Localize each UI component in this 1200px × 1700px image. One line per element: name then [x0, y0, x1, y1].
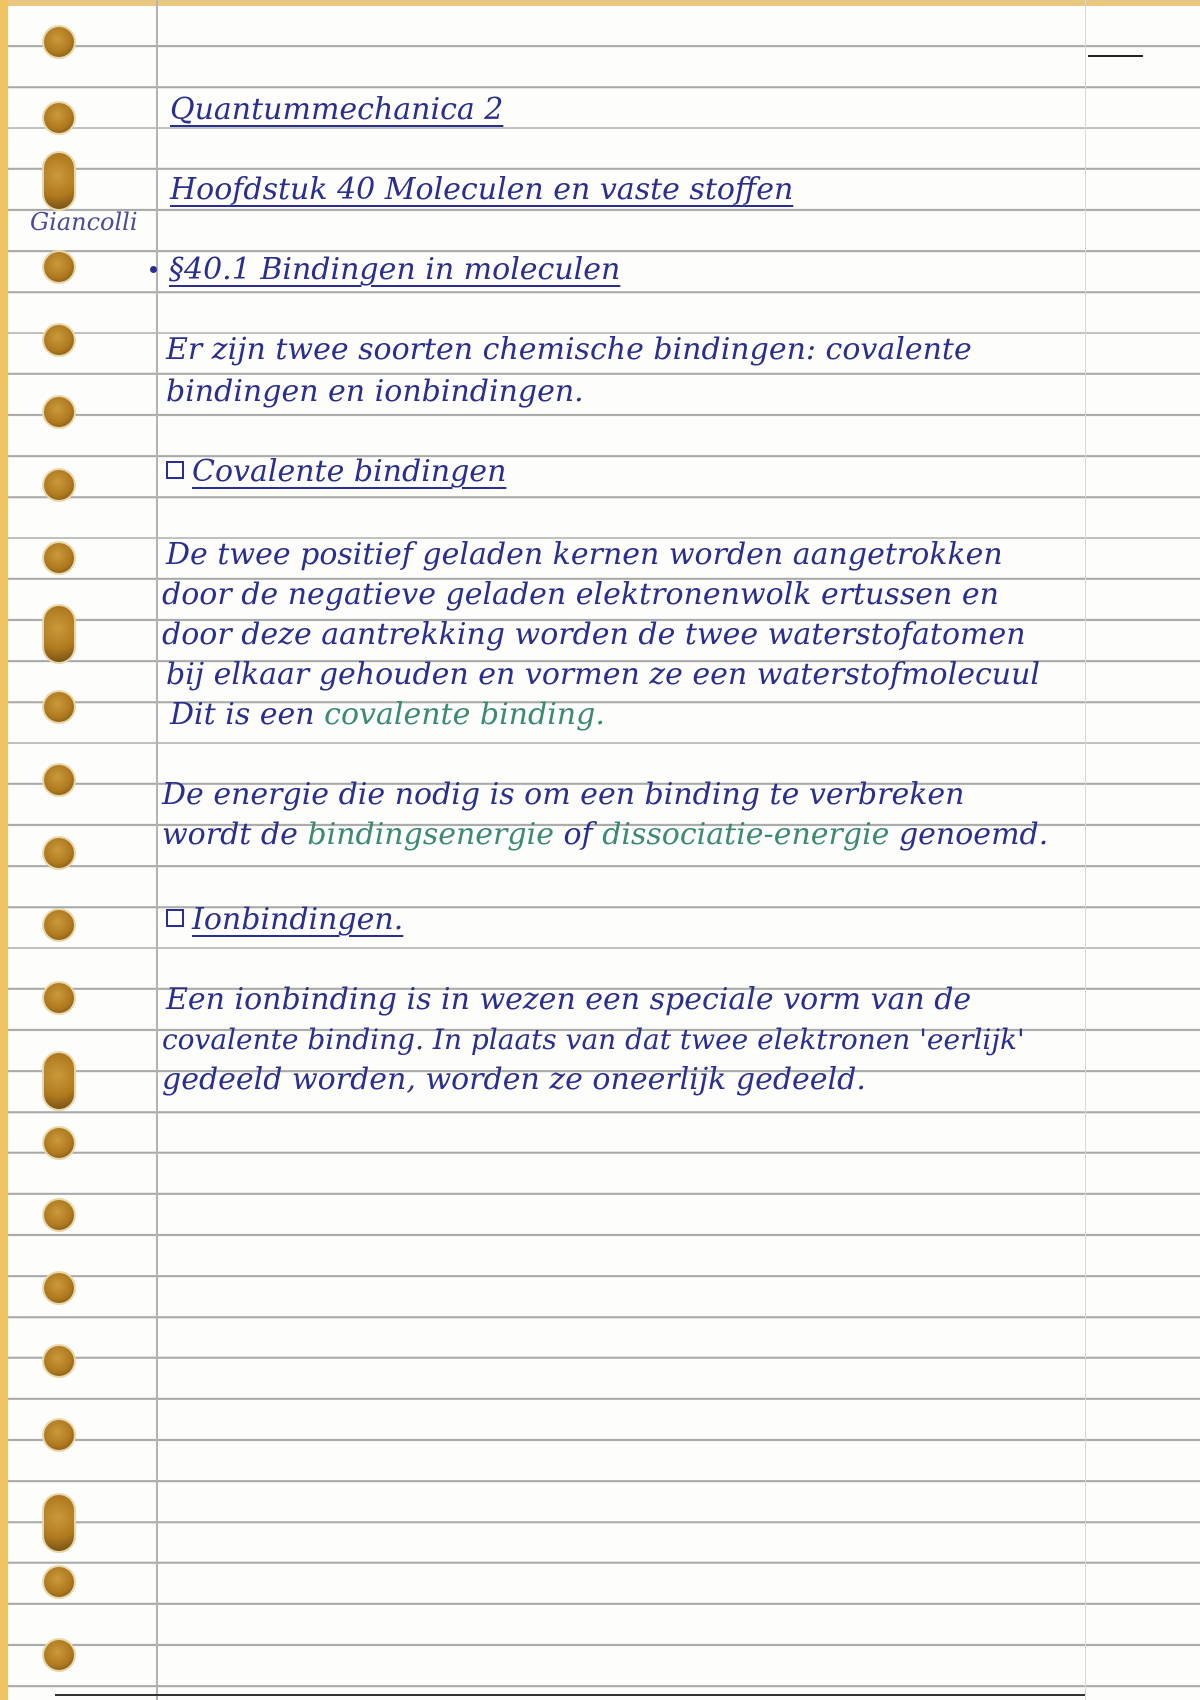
page-top-edge [0, 0, 1200, 6]
ionic-line: gedeeld worden, worden ze oneerlijk gedeeld. [162, 1062, 866, 1097]
binder-hole [44, 983, 74, 1013]
binder-hole [44, 1053, 74, 1109]
binder-hole [44, 397, 74, 427]
binder-hole [44, 765, 74, 795]
ionic-heading [166, 900, 403, 940]
ionic-line: covalente binding. In plaats van dat twee elektronen 'eerlijk' [162, 1023, 1025, 1056]
energy-suffix: genoemd. [898, 817, 1049, 852]
page-left-strip [0, 0, 8, 1700]
binder-hole [44, 1567, 74, 1597]
covalent-line: door de negatieve geladen elektronenwolk ertussen en [162, 577, 999, 612]
corner-dash [1088, 55, 1143, 57]
term-binding-energy: bindingsenergie [307, 817, 554, 852]
section-title: §40.1 Bindingen in moleculen [169, 252, 621, 287]
binder-hole [44, 470, 74, 500]
binder-hole [44, 910, 74, 940]
binder-hole [44, 692, 74, 722]
checkbox-icon [166, 909, 184, 927]
intro-line: Er zijn twee soorten chemische bindingen: covalente [166, 332, 972, 367]
bullet-dot [150, 266, 157, 273]
binder-hole [44, 1346, 74, 1376]
section-heading [150, 250, 620, 290]
binder-hole [44, 27, 74, 57]
covalent-line: door deze aantrekking worden de twee waterstofatomen [162, 617, 1026, 652]
binder-hole [44, 325, 74, 355]
term-dissociation-energy: dissociatie-energie [602, 817, 890, 852]
checkbox-icon [166, 461, 184, 479]
binder-hole [44, 838, 74, 868]
bottom-edge-line [55, 1694, 1085, 1696]
binder-hole [44, 1128, 74, 1158]
conclusion-prefix: Dit is een [170, 697, 315, 732]
binder-hole [44, 1640, 74, 1670]
energy-or: of [563, 817, 593, 852]
energy-line: De energie die nodig is om een binding te verbreken [162, 777, 965, 812]
author-note: Giancolli [30, 208, 138, 236]
binder-hole [44, 1273, 74, 1303]
binder-hole [44, 606, 74, 662]
energy-prefix: wordt de [162, 817, 298, 852]
binder-hole [44, 252, 74, 282]
term-covalent-binding: covalente binding. [324, 697, 605, 732]
course-title: Quantummechanica 2 [170, 92, 504, 127]
energy-definition [162, 815, 1048, 855]
intro-line: bindingen en ionbindingen. [166, 374, 584, 409]
right-margin-line [1085, 0, 1086, 1700]
binder-hole [44, 103, 74, 133]
binder-hole [44, 1495, 74, 1551]
covalent-line: De twee positief geladen kernen worden aangetrokken [166, 537, 1003, 572]
ionic-line: Een ionbinding is in wezen een speciale vorm van de [166, 982, 972, 1017]
binder-hole [44, 543, 74, 573]
covalent-heading-label: Covalente bindingen [192, 454, 507, 489]
covalent-heading [166, 452, 506, 492]
covalent-line: bij elkaar gehouden en vormen ze een waterstofmolecuul [166, 657, 1040, 692]
chapter-title: Hoofdstuk 40 Moleculen en vaste stoffen [170, 172, 794, 207]
binder-hole [44, 1200, 74, 1230]
binder-hole [44, 1420, 74, 1450]
ionic-heading-label: Ionbindingen. [192, 902, 404, 937]
binder-hole [44, 153, 74, 209]
covalent-conclusion [170, 695, 605, 735]
